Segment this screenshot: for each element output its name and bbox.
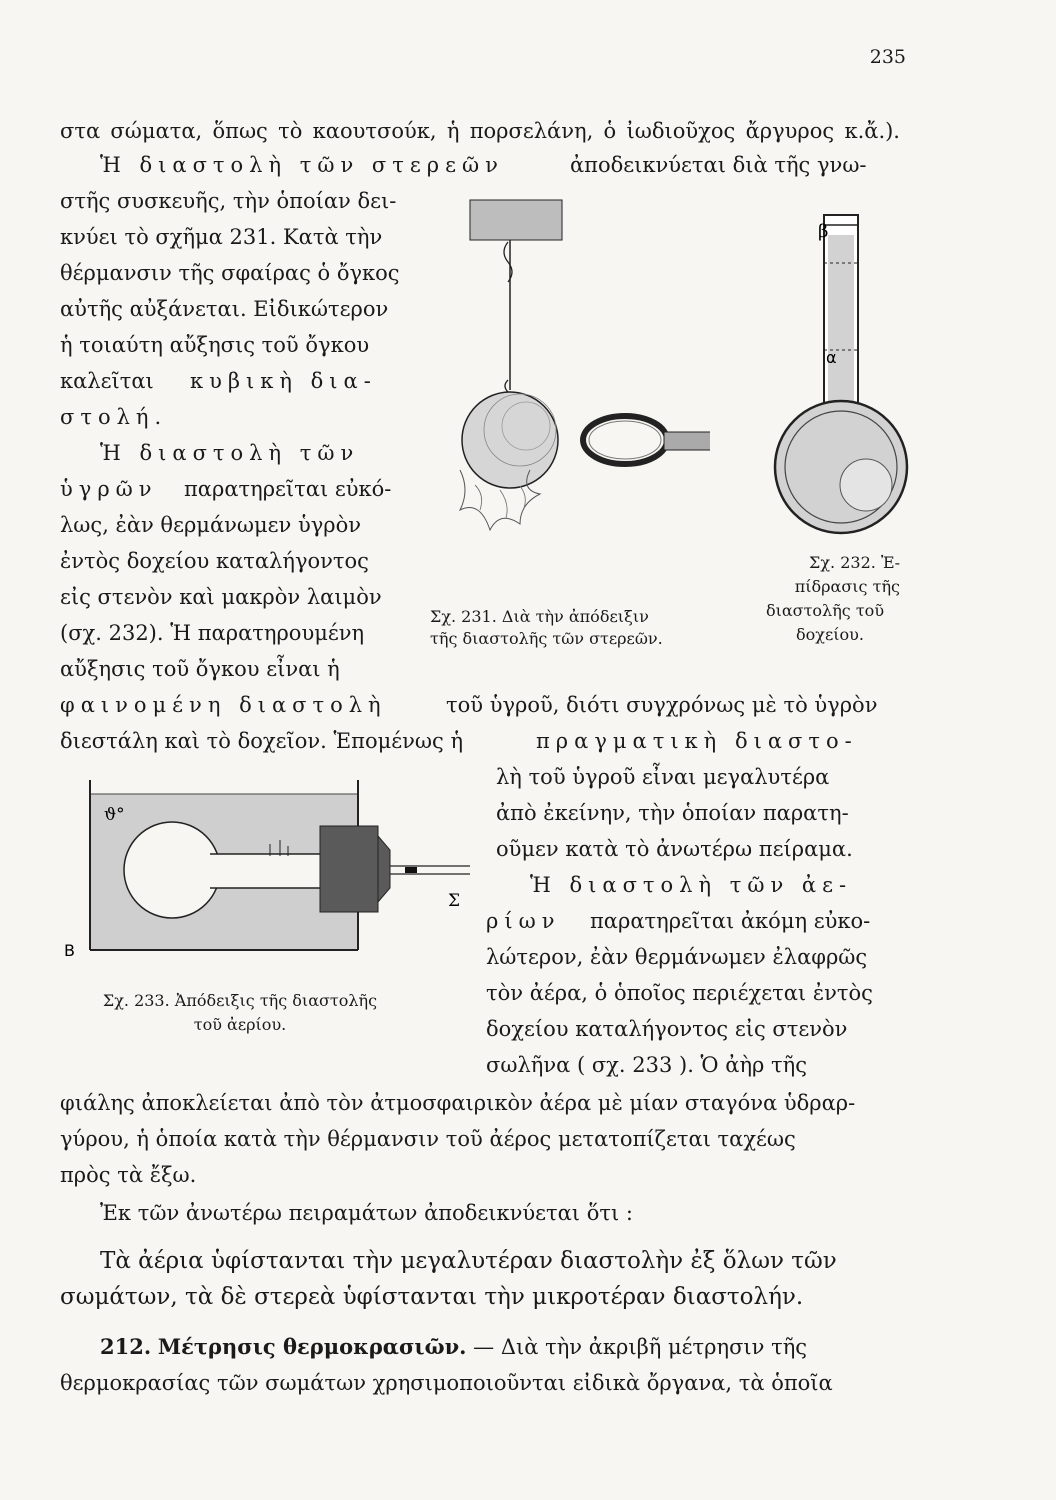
ring-handle <box>664 432 710 450</box>
caption-fig232-line2: πίδρασις τῆς <box>794 577 900 596</box>
text-line: σωλῆνα ( σχ. 233 ). Ὁ ἀὴρ τῆς <box>486 1053 808 1077</box>
text-line: πραγματικὴ διαστο- <box>536 729 858 753</box>
metal-ring <box>583 416 667 464</box>
text-line: αὔξησις τοῦ ὄγκου εἶναι ἡ <box>60 657 340 681</box>
text-line: ἐντὸς δοχείου καταλήγοντος <box>60 549 369 573</box>
text-line: κνύει τὸ σχῆμα 231. Κατὰ τὴν <box>60 225 383 249</box>
text-line: πρὸς τὰ ἔξω. <box>60 1163 197 1187</box>
figure-232 <box>760 205 920 545</box>
label-sigma: Σ <box>448 891 461 911</box>
section-heading <box>100 1334 807 1360</box>
text-line: φαινομένη διαστολὴ <box>60 693 387 717</box>
caption-fig231-line1: Σχ. 231. Διὰ τὴν ἀπόδειξιν <box>430 607 649 626</box>
flask-bulb <box>775 401 907 533</box>
section-text: — Διὰ τὴν ἀκριβῆ μέτρησιν τῆς <box>473 1335 808 1359</box>
text-line: εἰς στενὸν καὶ μακρὸν λαιμὸν <box>60 585 382 609</box>
caption-fig231-line2: τῆς διαστολῆς τῶν στερεῶν. <box>430 629 663 648</box>
stopper <box>320 826 378 912</box>
text-line: κυβικὴ δια- <box>190 369 377 393</box>
label-alpha: α <box>826 348 837 367</box>
text-line: λως, ἐὰν θερμάνωμεν ὑγρὸν <box>60 513 362 537</box>
text-line: θέρμανσιν τῆς σφαίρας ὁ ὄγκος <box>60 261 400 285</box>
text-line: διεστάλη καὶ τὸ δοχεῖον. Ἑπομένως ἡ <box>60 729 464 753</box>
support-block <box>470 200 562 240</box>
text-line: Ἡ διαστολὴ τῶν ἀε- <box>530 873 853 897</box>
text-line: στῆς συσκευῆς, τὴν ὁποίαν δει- <box>60 189 397 213</box>
text-line: τοῦ ὑγροῦ, διότι συγχρόνως μὲ τὸ ὑγρὸν <box>446 693 878 717</box>
text-line: γύρου, ἡ ὁποία κατὰ τὴν θέρμανσιν τοῦ ἀέρος μετατοπίζεται ταχέως <box>60 1127 796 1151</box>
text-line: παρατηρεῖται εὐκό- <box>184 477 392 501</box>
text-line: δοχείου καταλήγοντος εἰς στενὸν <box>486 1017 848 1041</box>
text-line: Ἡ διαστολὴ τῶν <box>100 441 360 465</box>
mercury-drop <box>405 867 417 873</box>
caption-fig232-line3: διαστολῆς τοῦ <box>765 601 885 620</box>
text-line: θερμοκρασίας τῶν σωμάτων χρησιμοποιοῦνται εἰδικὰ ὄργανα, τὰ ὁποῖα <box>60 1371 833 1395</box>
section-number: 212. <box>100 1334 152 1359</box>
text-line: αὐτῆς αὐξάνεται. Εἰδικώτερον <box>60 297 389 321</box>
text-line: Ἐκ τῶν ἀνωτέρω πειραμάτων ἀποδεικνύεται ὅτι : <box>100 1201 633 1225</box>
text-line: καλεῖται <box>60 369 154 393</box>
page-number: 235 <box>869 46 906 68</box>
text-line: ἀπὸ ἐκείνην, τὴν ὁποίαν παρατη- <box>496 801 849 825</box>
text-line: ρίων <box>486 909 561 933</box>
caption-fig232-line1: Σχ. 232. Ἐ- <box>809 553 900 572</box>
caption-fig233-line2: τοῦ ἀερίου. <box>193 1015 287 1034</box>
caption-fig232-line4: δοχείου. <box>796 625 864 644</box>
label-B: B <box>64 941 75 960</box>
text-line: ὑγρῶν <box>60 477 158 501</box>
conclusion-line: σωμάτων, τὰ δὲ στερεὰ ὑφίστανται τὴν μικροτέραν διαστολήν. <box>60 1284 804 1310</box>
text-line: φιάλης ἀποκλείεται ἀπὸ τὸν ἀτμοσφαιρικὸν ἀέρα μὲ μίαν σταγόνα ὑδραρ- <box>60 1091 856 1115</box>
text-line: λὴ τοῦ ὑγροῦ εἶναι μεγαλυτέρα <box>496 765 830 789</box>
section-title: Μέτρησις θερμοκρασιῶν. <box>157 1334 467 1359</box>
label-theta: ϑ° <box>104 805 125 825</box>
text-line: στα σώματα, ὅπως τὸ καουτσούκ, ἡ πορσελάνη, ὁ ἰωδιοῦχος ἄργυρος κ.ἄ.). <box>60 119 900 143</box>
air-flask <box>124 822 220 918</box>
text-line: Ἡ διαστολὴ τῶν στερεῶν <box>100 153 504 177</box>
conclusion-line: Τὰ ἀέρια ὑφίστανται τὴν μεγαλυτέραν διαστολὴν ἐξ ὅλων τῶν <box>100 1248 837 1274</box>
label-beta: β <box>818 221 829 242</box>
text-line: λώτερον, ἐὰν θερμάνωμεν ἐλαφρῶς <box>486 945 868 969</box>
text-line: ἡ τοιαύτη αὔξησις τοῦ ὄγκου <box>60 333 370 357</box>
text-line: οῦμεν κατὰ τὸ ἀνωτέρω πείραμα. <box>496 837 853 861</box>
text-line: (σχ. 232). Ἡ παρατηρουμένη <box>60 621 365 645</box>
figure-231 <box>420 190 710 560</box>
text-line: παρατηρεῖται ἀκόμη εὐκο- <box>590 909 871 933</box>
text-line: τὸν ἀέρα, ὁ ὁποῖος περιέχεται ἐντὸς <box>486 981 873 1005</box>
figure-233 <box>60 770 480 980</box>
text-line: στολή. <box>60 405 168 429</box>
metal-ball <box>462 392 558 488</box>
text-line: ἀποδεικνύεται διὰ τῆς γνω- <box>570 153 867 177</box>
caption-fig233-line1: Σχ. 233. Ἀπόδειξις τῆς διαστολῆς <box>102 991 378 1010</box>
